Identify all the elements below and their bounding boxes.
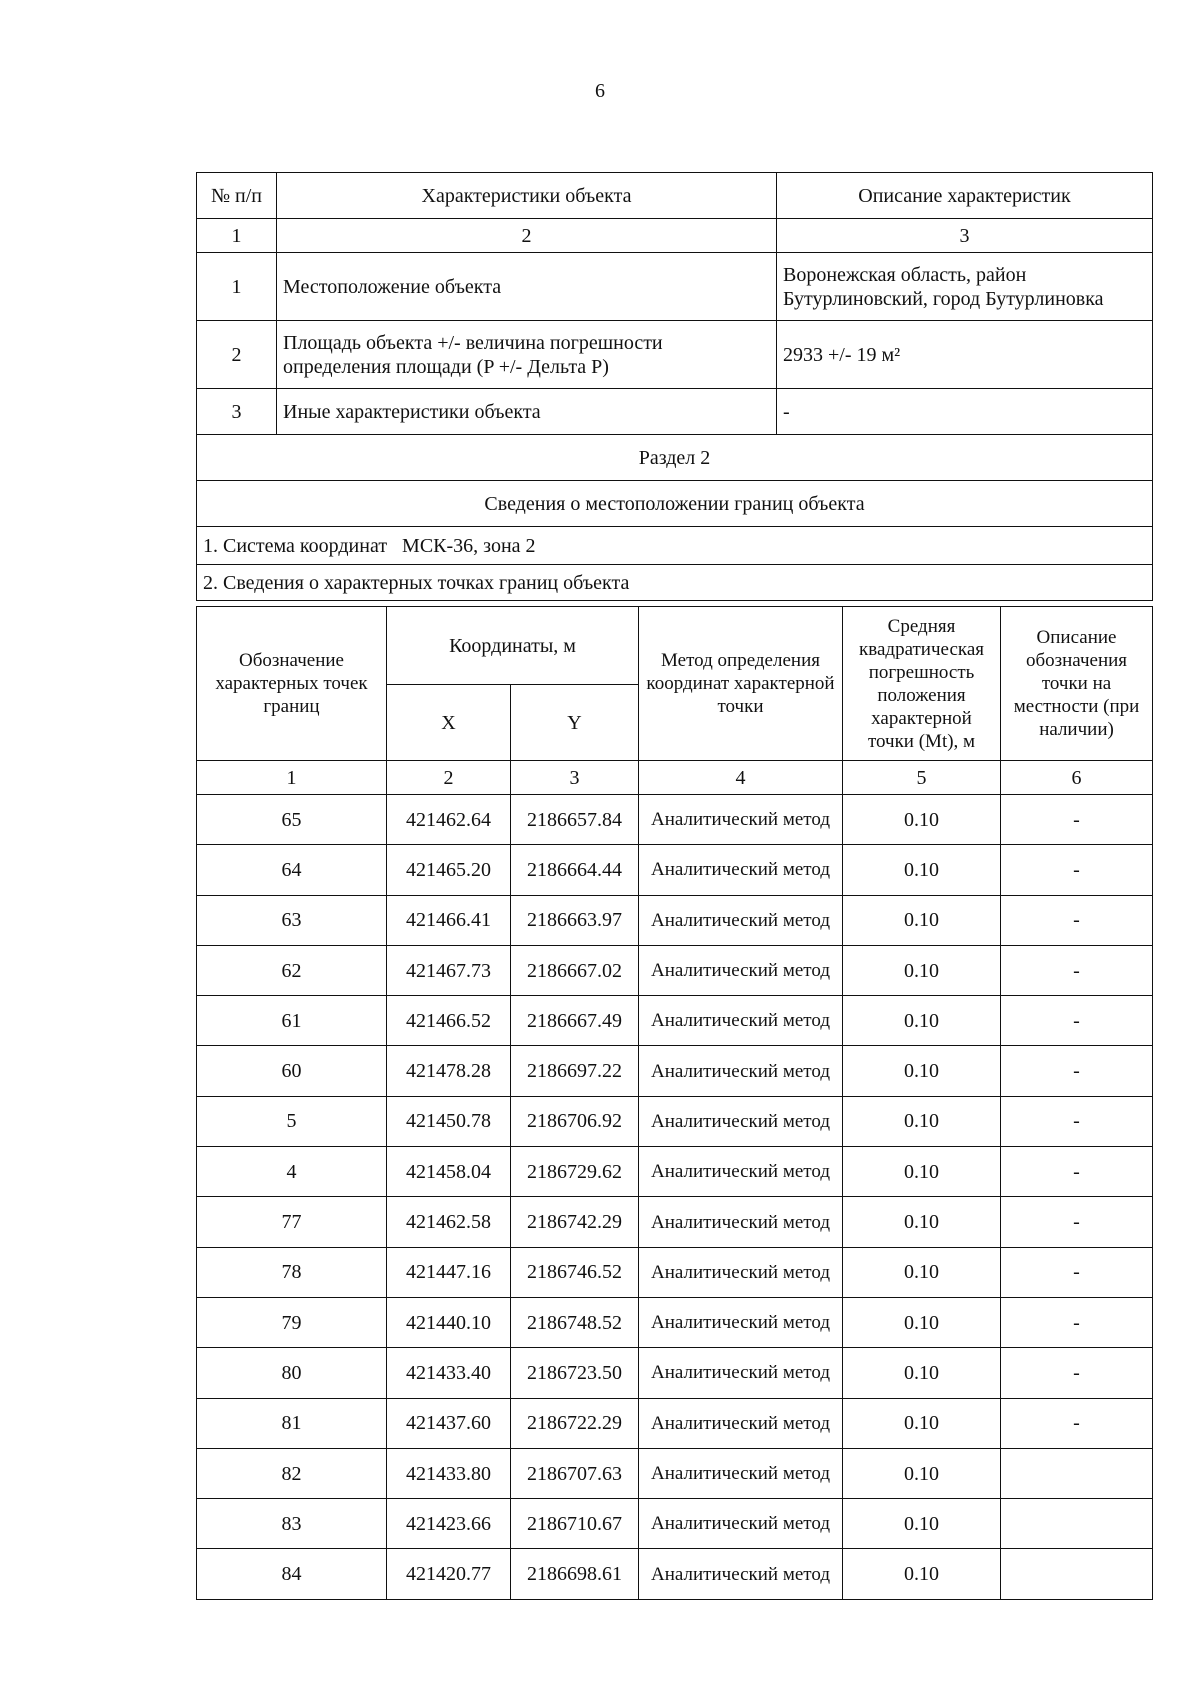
point-id: 62 bbox=[197, 945, 387, 995]
header-row bbox=[197, 173, 1153, 219]
point-id: 84 bbox=[197, 1549, 387, 1599]
header-point-description: Описание обозначения точки на местности (при наличии) bbox=[1001, 607, 1153, 761]
page-number: 6 bbox=[595, 80, 605, 102]
point-description: - bbox=[1001, 1297, 1153, 1347]
col-number: 1 bbox=[197, 219, 277, 253]
point-description: - bbox=[1001, 795, 1153, 845]
point-description: - bbox=[1001, 1096, 1153, 1146]
mean-square-error: 0.10 bbox=[843, 1499, 1001, 1549]
y-coordinate: 2186664.44 bbox=[511, 845, 639, 895]
method: Аналитический метод bbox=[639, 1147, 843, 1197]
method: Аналитический метод bbox=[639, 1297, 843, 1347]
point-id: 61 bbox=[197, 996, 387, 1046]
table-row bbox=[197, 1046, 1153, 1096]
mean-square-error: 0.10 bbox=[843, 795, 1001, 845]
point-description bbox=[1001, 1499, 1153, 1549]
table-row bbox=[197, 389, 1153, 435]
mean-square-error: 0.10 bbox=[843, 1197, 1001, 1247]
header-description: Описание характеристик bbox=[777, 173, 1153, 219]
x-coordinate: 421437.60 bbox=[387, 1398, 511, 1448]
point-id: 80 bbox=[197, 1348, 387, 1398]
point-id: 4 bbox=[197, 1147, 387, 1197]
row-num: 2 bbox=[197, 321, 277, 389]
method: Аналитический метод bbox=[639, 795, 843, 845]
section-title: Раздел 2 bbox=[197, 435, 1153, 481]
table-row bbox=[197, 1197, 1153, 1247]
row-description: - bbox=[777, 389, 1153, 435]
point-id: 64 bbox=[197, 845, 387, 895]
header-coordinates: Координаты, м bbox=[387, 607, 639, 685]
header-x: X bbox=[387, 685, 511, 761]
y-coordinate: 2186657.84 bbox=[511, 795, 639, 845]
point-description bbox=[1001, 1448, 1153, 1498]
mean-square-error: 0.10 bbox=[843, 1147, 1001, 1197]
table-row bbox=[197, 321, 1153, 389]
row-description: 2933 +/- 19 м² bbox=[777, 321, 1153, 389]
table-row bbox=[197, 1499, 1153, 1549]
x-coordinate: 421433.40 bbox=[387, 1348, 511, 1398]
method: Аналитический метод bbox=[639, 1448, 843, 1498]
point-description: - bbox=[1001, 895, 1153, 945]
row-characteristic: Площадь объекта +/- величина погрешности определения площади (P +/- Дельта P) bbox=[277, 321, 777, 389]
col-number: 2 bbox=[387, 761, 511, 795]
x-coordinate: 421423.66 bbox=[387, 1499, 511, 1549]
point-id: 79 bbox=[197, 1297, 387, 1347]
y-coordinate: 2186667.02 bbox=[511, 945, 639, 995]
x-coordinate: 421465.20 bbox=[387, 845, 511, 895]
points-table bbox=[196, 606, 1153, 1600]
col-number: 5 bbox=[843, 761, 1001, 795]
x-coordinate: 421467.73 bbox=[387, 945, 511, 995]
point-id: 60 bbox=[197, 1046, 387, 1096]
mean-square-error: 0.10 bbox=[843, 1297, 1001, 1347]
header-y: Y bbox=[511, 685, 639, 761]
y-coordinate: 2186748.52 bbox=[511, 1297, 639, 1347]
y-coordinate: 2186710.67 bbox=[511, 1499, 639, 1549]
method: Аналитический метод bbox=[639, 996, 843, 1046]
table-row bbox=[197, 1448, 1153, 1498]
method: Аналитический метод bbox=[639, 895, 843, 945]
method: Аналитический метод bbox=[639, 1348, 843, 1398]
x-coordinate: 421450.78 bbox=[387, 1096, 511, 1146]
table-row bbox=[197, 845, 1153, 895]
table-row bbox=[197, 795, 1153, 845]
point-description bbox=[1001, 1549, 1153, 1599]
point-id: 78 bbox=[197, 1247, 387, 1297]
point-description: - bbox=[1001, 1348, 1153, 1398]
header-error: Средняя квадратическая погрешность положения характерной точки (Mt), м bbox=[843, 607, 1001, 761]
section-subtitle: Сведения о местоположении границ объекта bbox=[197, 481, 1153, 527]
col-number: 4 bbox=[639, 761, 843, 795]
row-description: Воронежская область, район Бутурлиновский, город Бутурлиновка bbox=[777, 253, 1153, 321]
col-number: 2 bbox=[277, 219, 777, 253]
section-subtitle-row bbox=[197, 481, 1153, 527]
point-description: - bbox=[1001, 945, 1153, 995]
x-coordinate: 421466.41 bbox=[387, 895, 511, 945]
x-coordinate: 421440.10 bbox=[387, 1297, 511, 1347]
table-row bbox=[197, 1247, 1153, 1297]
header-characteristic: Характеристики объекта bbox=[277, 173, 777, 219]
mean-square-error: 0.10 bbox=[843, 945, 1001, 995]
table-row bbox=[197, 1398, 1153, 1448]
x-coordinate: 421420.77 bbox=[387, 1549, 511, 1599]
table-row bbox=[197, 253, 1153, 321]
mean-square-error: 0.10 bbox=[843, 1247, 1001, 1297]
method: Аналитический метод bbox=[639, 945, 843, 995]
col-number: 1 bbox=[197, 761, 387, 795]
mean-square-error: 0.10 bbox=[843, 895, 1001, 945]
y-coordinate: 2186697.22 bbox=[511, 1046, 639, 1096]
table-row bbox=[197, 1549, 1153, 1599]
point-id: 81 bbox=[197, 1398, 387, 1448]
table-row bbox=[197, 945, 1153, 995]
table-row bbox=[197, 1096, 1153, 1146]
y-coordinate: 2186706.92 bbox=[511, 1096, 639, 1146]
point-description: - bbox=[1001, 996, 1153, 1046]
point-id: 63 bbox=[197, 895, 387, 945]
method: Аналитический метод bbox=[639, 845, 843, 895]
row-num: 1 bbox=[197, 253, 277, 321]
x-coordinate: 421478.28 bbox=[387, 1046, 511, 1096]
method: Аналитический метод bbox=[639, 1247, 843, 1297]
coordinate-system: 1. Система координат МСК-36, зона 2 bbox=[197, 527, 1153, 565]
point-id: 83 bbox=[197, 1499, 387, 1549]
point-id: 65 bbox=[197, 795, 387, 845]
mean-square-error: 0.10 bbox=[843, 1448, 1001, 1498]
header-method: Метод определения координат характерной точки bbox=[639, 607, 843, 761]
row-characteristic: Иные характеристики объекта bbox=[277, 389, 777, 435]
point-description: - bbox=[1001, 1046, 1153, 1096]
mean-square-error: 0.10 bbox=[843, 1046, 1001, 1096]
point-id: 5 bbox=[197, 1096, 387, 1146]
x-coordinate: 421466.52 bbox=[387, 996, 511, 1046]
mean-square-error: 0.10 bbox=[843, 1348, 1001, 1398]
y-coordinate: 2186729.62 bbox=[511, 1147, 639, 1197]
header-designation: Обозначение характерных точек границ bbox=[197, 607, 387, 761]
point-id: 77 bbox=[197, 1197, 387, 1247]
y-coordinate: 2186742.29 bbox=[511, 1197, 639, 1247]
x-coordinate: 421458.04 bbox=[387, 1147, 511, 1197]
section-title-row bbox=[197, 435, 1153, 481]
x-coordinate: 421447.16 bbox=[387, 1247, 511, 1297]
x-coordinate: 421462.64 bbox=[387, 795, 511, 845]
header-num: № п/п bbox=[197, 173, 277, 219]
point-description: - bbox=[1001, 845, 1153, 895]
x-coordinate: 421462.58 bbox=[387, 1197, 511, 1247]
method: Аналитический метод bbox=[639, 1046, 843, 1096]
point-description: - bbox=[1001, 1398, 1153, 1448]
table-row bbox=[197, 996, 1153, 1046]
x-coordinate: 421433.80 bbox=[387, 1448, 511, 1498]
y-coordinate: 2186722.29 bbox=[511, 1398, 639, 1448]
y-coordinate: 2186663.97 bbox=[511, 895, 639, 945]
row-characteristic: Местоположение объекта bbox=[277, 253, 777, 321]
method: Аналитический метод bbox=[639, 1398, 843, 1448]
column-number-row bbox=[197, 219, 1153, 253]
point-description: - bbox=[1001, 1247, 1153, 1297]
table-row bbox=[197, 1147, 1153, 1197]
points-header-row bbox=[197, 607, 1153, 685]
method: Аналитический метод bbox=[639, 1499, 843, 1549]
row-num: 3 bbox=[197, 389, 277, 435]
y-coordinate: 2186746.52 bbox=[511, 1247, 639, 1297]
y-coordinate: 2186667.49 bbox=[511, 996, 639, 1046]
point-description: - bbox=[1001, 1147, 1153, 1197]
col-number: 3 bbox=[777, 219, 1153, 253]
method: Аналитический метод bbox=[639, 1197, 843, 1247]
col-number: 6 bbox=[1001, 761, 1153, 795]
y-coordinate: 2186707.63 bbox=[511, 1448, 639, 1498]
point-description: - bbox=[1001, 1197, 1153, 1247]
mean-square-error: 0.10 bbox=[843, 1096, 1001, 1146]
method: Аналитический метод bbox=[639, 1549, 843, 1599]
y-coordinate: 2186723.50 bbox=[511, 1348, 639, 1398]
table-row bbox=[197, 895, 1153, 945]
table-row bbox=[197, 1348, 1153, 1398]
mean-square-error: 0.10 bbox=[843, 1549, 1001, 1599]
characteristics-table bbox=[196, 172, 1153, 601]
col-number: 3 bbox=[511, 761, 639, 795]
coord-system-row bbox=[197, 527, 1153, 565]
table-row bbox=[197, 1297, 1153, 1347]
mean-square-error: 0.10 bbox=[843, 1398, 1001, 1448]
points-heading: 2. Сведения о характерных точках границ объекта bbox=[197, 565, 1153, 601]
method: Аналитический метод bbox=[639, 1096, 843, 1146]
mean-square-error: 0.10 bbox=[843, 996, 1001, 1046]
points-heading-row bbox=[197, 565, 1153, 601]
point-id: 82 bbox=[197, 1448, 387, 1498]
points-column-number-row bbox=[197, 761, 1153, 795]
mean-square-error: 0.10 bbox=[843, 845, 1001, 895]
y-coordinate: 2186698.61 bbox=[511, 1549, 639, 1599]
